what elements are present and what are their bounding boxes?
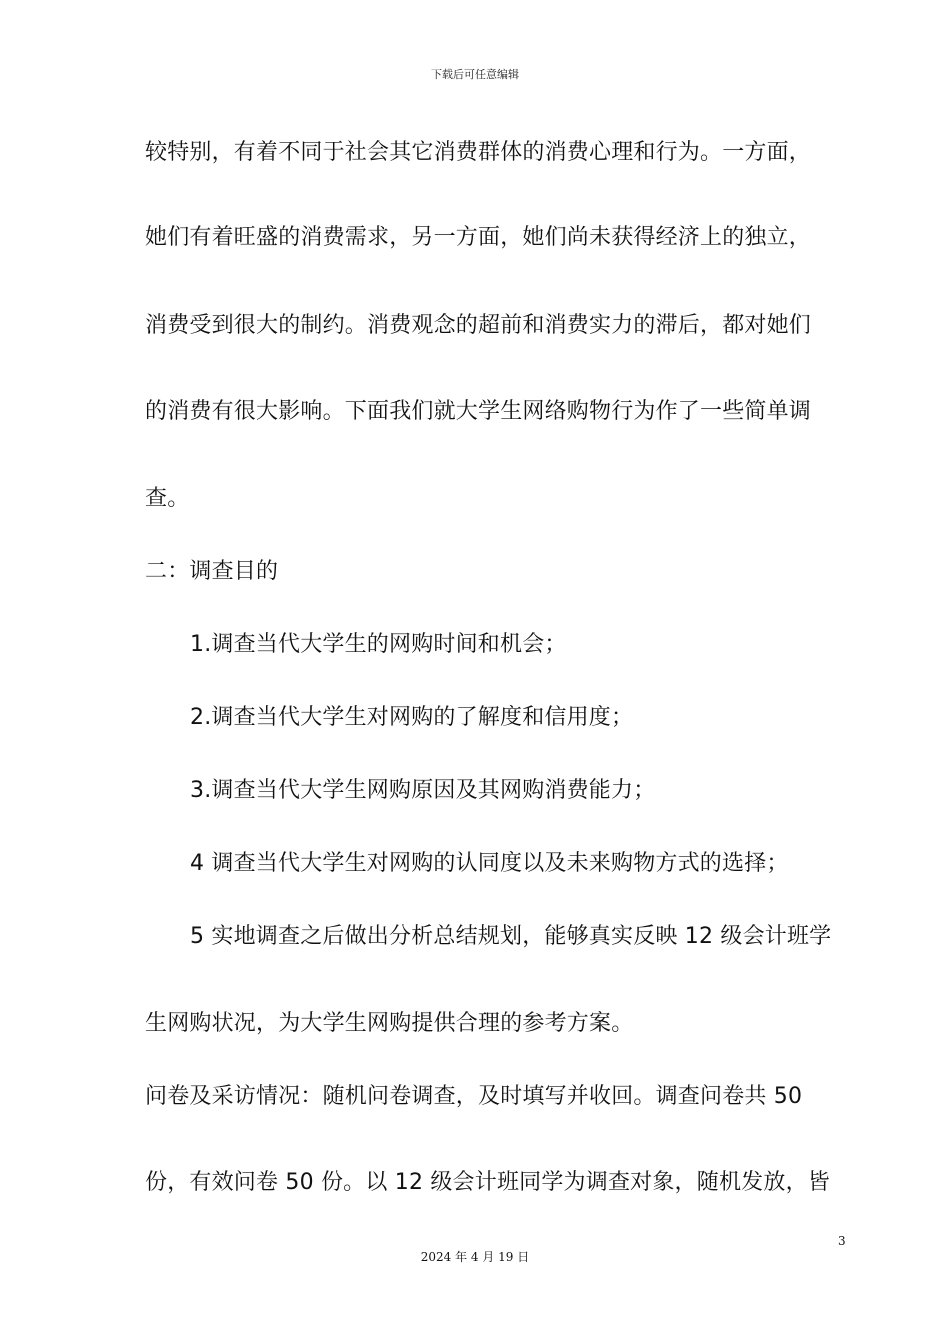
paragraph-line: 较特别，有着不同于社会其它消费群体的消费心理和行为。一方面，: [145, 140, 812, 165]
paragraph-line: 生网购状况，为大学生网购提供合理的参考方案。: [145, 1011, 634, 1036]
paragraph-line: 消费受到很大的制约。消费观念的超前和消费实力的滞后，都对她们: [145, 313, 812, 338]
page-number: 3: [838, 1234, 846, 1248]
list-item: 5 实地调查之后做出分析总结规划，能够真实反映 12 级会计班学: [190, 924, 832, 949]
page-footer-date: 2024 年 4 月 19 日: [420, 1250, 530, 1264]
list-item: 4 调查当代大学生对网购的认同度以及未来购物方式的选择；: [190, 851, 789, 876]
paragraph-line: 她们有着旺盛的消费需求，另一方面，她们尚未获得经济上的独立，: [145, 225, 812, 250]
paragraph-line: 的消费有很大影响。下面我们就大学生网络购物行为作了一些简单调: [145, 399, 812, 424]
list-item: 3.调查当代大学生网购原因及其网购消费能力；: [190, 778, 656, 803]
paragraph-line: 查。: [145, 486, 190, 511]
list-item: 2.调查当代大学生对网购的了解度和信用度；: [190, 705, 634, 730]
list-item: 1.调查当代大学生的网购时间和机会；: [190, 632, 567, 657]
paragraph-line: 问卷及采访情况：随机问卷调查，及时填写并收回。调查问卷共 50: [145, 1084, 803, 1109]
section-heading: 二：调查目的: [145, 559, 279, 584]
page-header: 下载后可任意编辑: [431, 68, 519, 81]
paragraph-line: 份，有效问卷 50 份。以 12 级会计班同学为调查对象，随机发放，皆: [145, 1170, 830, 1195]
